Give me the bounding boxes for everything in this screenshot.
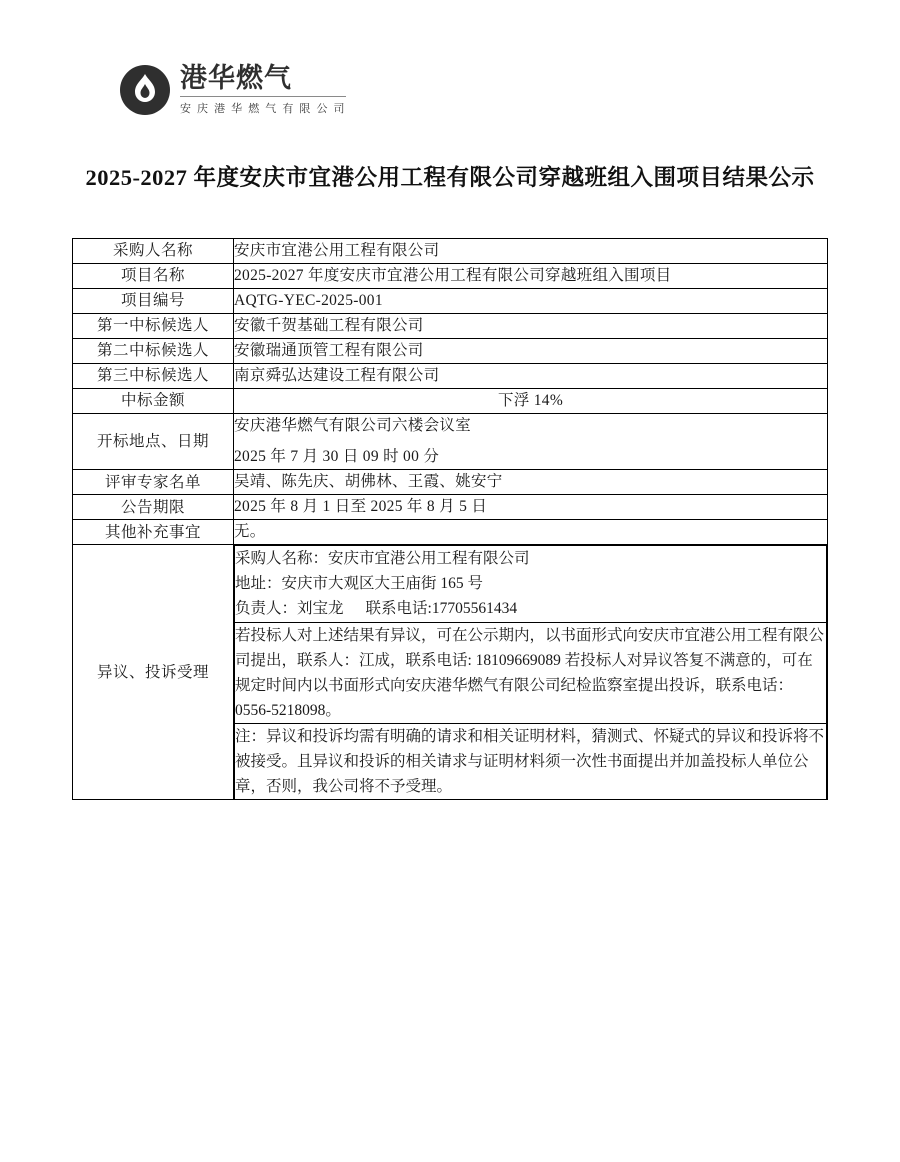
complaint-sub-table	[234, 545, 827, 799]
row-value: 安徽瑞通顶管工程有限公司	[234, 339, 828, 364]
row-value: AQTG-YEC-2025-001	[234, 289, 828, 314]
table-row	[73, 264, 828, 289]
address-label: 地址：	[235, 575, 282, 593]
row-label: 项目名称	[73, 264, 234, 289]
row-label: 评审专家名单	[73, 470, 234, 495]
row-value: 安庆市宜港公用工程有限公司	[234, 239, 828, 264]
row-value: 南京舜弘达建设工程有限公司	[234, 364, 828, 389]
page-title: 2025-2027 年度安庆市宜港公用工程有限公司穿越班组入围项目结果公示	[85, 165, 815, 190]
table-row	[73, 239, 828, 264]
table-row	[73, 364, 828, 389]
bid-open-date: 2025 年 7 月 30 日 09 时 00 分	[234, 448, 440, 466]
objection-text: 若投标人对上述结果有异议，可在公示期内，以书面形式向安庆市宜港公用工程有限公司提出，联系人：江成，联系电话: 18109669089 若投标人对异议答复不满意的，可在规定时间内以书面形式向安庆港华燃气有限公司纪检监察室提出投诉，联系电话：0556-5218098。	[235, 622, 827, 723]
purchaser-value: 安庆市宜港公用工程有限公司	[328, 550, 530, 568]
row-label: 项目编号	[73, 289, 234, 314]
row-label: 中标金额	[73, 389, 234, 414]
bid-open-place: 安庆港华燃气有限公司六楼会议室	[234, 417, 472, 435]
complaint-label: 异议、投诉受理	[73, 545, 234, 800]
row-value: 下浮 14%	[234, 389, 828, 414]
brand-name: 港华燃气	[180, 62, 292, 93]
table-row	[73, 339, 828, 364]
logo-text-group	[180, 64, 346, 116]
row-value: 无。	[234, 520, 828, 545]
brand-subtitle: 安 庆 港 华 燃 气 有 限 公 司	[180, 96, 346, 116]
row-value: 2025 年 8 月 1 日至 2025 年 8 月 5 日	[234, 495, 828, 520]
table-row	[73, 314, 828, 339]
table-row	[73, 520, 828, 545]
objection-block	[235, 622, 827, 723]
row-label: 第一中标候选人	[73, 314, 234, 339]
address-value: 安庆市大观区大王庙街 165 号	[281, 575, 484, 593]
contact-block	[235, 546, 827, 622]
complaint-row	[73, 545, 828, 800]
note-text: 注：异议和投诉均需有明确的请求和相关证明材料，猜测式、怀疑式的异议和投诉将不被接受。且异议和投诉的相关请求与证明材料须一次性书面提出并加盖投标人单位公章，否则，我公司将不予受理。	[235, 723, 827, 799]
row-value: 吴靖、陈先庆、胡佛林、王霞、姚安宁	[234, 470, 828, 495]
contact-line	[235, 596, 826, 621]
phone-value: 17705561434	[431, 600, 518, 618]
flame-in-circle-icon	[120, 65, 170, 115]
note-block	[235, 723, 827, 799]
row-value: 安徽千贺基础工程有限公司	[234, 314, 828, 339]
row-value	[234, 414, 828, 470]
row-label: 采购人名称	[73, 239, 234, 264]
table-row	[73, 389, 828, 414]
company-logo	[120, 58, 828, 122]
row-label: 第三中标候选人	[73, 364, 234, 389]
address-line	[235, 571, 826, 596]
manager-label: 负责人：	[235, 600, 298, 618]
purchaser-label: 采购人名称：	[235, 550, 329, 568]
row-value: 2025-2027 年度安庆市宜港公用工程有限公司穿越班组入围项目	[234, 264, 828, 289]
row-label: 开标地点、日期	[73, 414, 234, 470]
table-row	[73, 470, 828, 495]
phone-label: 联系电话:	[365, 600, 432, 618]
row-label: 第二中标候选人	[73, 339, 234, 364]
table-row	[73, 495, 828, 520]
purchaser-line	[235, 546, 826, 571]
row-label: 公告期限	[73, 495, 234, 520]
complaint-content	[234, 545, 828, 800]
announcement-table	[72, 238, 828, 800]
manager-value: 刘宝龙	[297, 600, 344, 618]
table-row	[73, 414, 828, 470]
table-row	[73, 289, 828, 314]
row-label: 其他补充事宜	[73, 520, 234, 545]
